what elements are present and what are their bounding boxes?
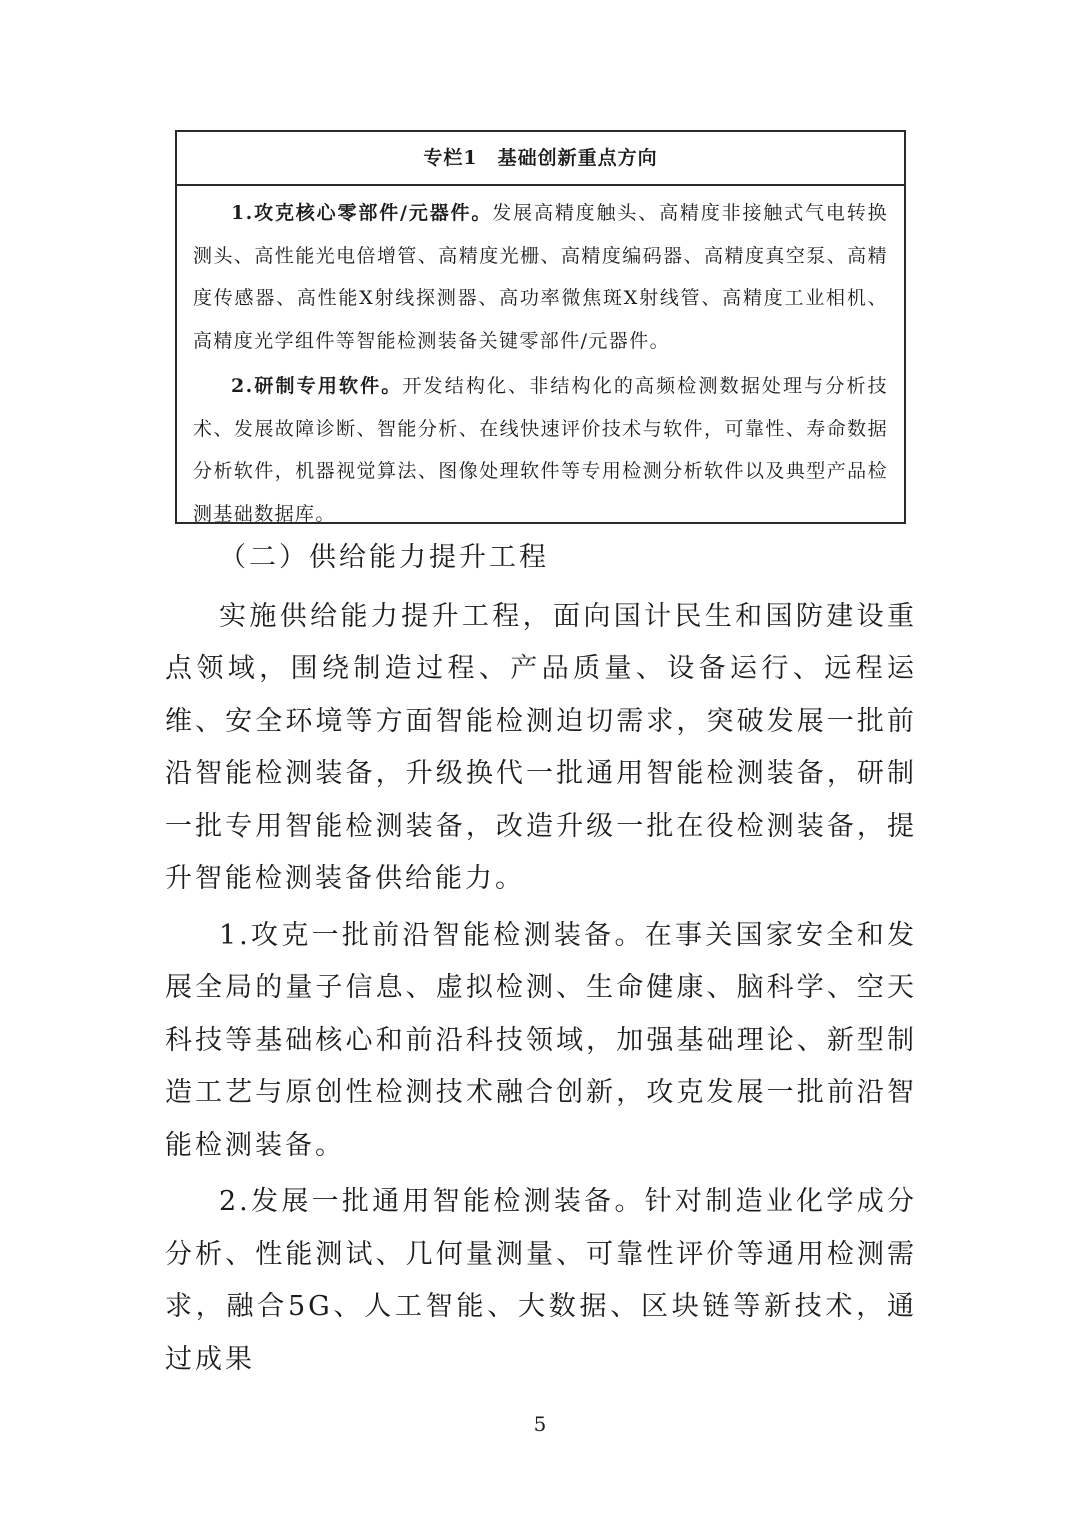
body-paragraph: 实施供给能力提升工程，面向国计民生和国防建设重点领域，围绕制造过程、产品质量、设备运行、远程运维、安全环境等方面智能检测迫切需求，突破发展一批前沿智能检测装备，升级换代一批通用智能检测装备，研制一批专用智能检测装备，改造升级一批在役检测装备，提升智能检测装备供给能力。 xyxy=(165,600,917,894)
body-paragraph: 2.发展一批通用智能检测装备。针对制造业化学成分分析、性能测试、几何量测量、可靠性评价等通用检测需求，融合5G、人工智能、大数据、区块链等新技术，通过成果 xyxy=(165,1186,917,1375)
sidebox-title xyxy=(177,132,904,186)
sidebox-item xyxy=(193,365,888,535)
sidebox-item-heading: 2.研制专用软件。 xyxy=(231,375,403,397)
sidebox-item xyxy=(193,192,888,362)
main-content xyxy=(165,532,917,1386)
sidebox-body xyxy=(177,186,904,535)
sidebox-column xyxy=(175,130,906,524)
body-paragraph: 1.攻克一批前沿智能检测装备。在事关国家安全和发展全局的量子信息、虚拟检测、生命健康、脑科学、空天科技等基础核心和前沿科技领域，加强基础理论、新型制造工艺与原创性检测技术融合创新，攻克发展一批前沿智能检测装备。 xyxy=(165,919,917,1161)
sidebox-label: 专栏1 xyxy=(423,147,478,169)
section-heading: （二）供给能力提升工程 xyxy=(219,542,549,573)
page-number: 5 xyxy=(533,1412,547,1436)
sidebox-item-text: 开发结构化、非结构化的高频检测数据处理与分析技术、发展故障诊断、智能分析、在线快速评价技术与软件，可靠性、寿命数据分析软件，机器视觉算法、图像处理软件等专用检测分析软件以及典型产品检测基础数据库。 xyxy=(193,375,889,525)
sidebox-item-heading: 1.攻克核心零部件/元器件。 xyxy=(231,202,493,224)
sidebox-item-text: 发展高精度触头、高精度非接触式气电转换测头、高性能光电倍增管、高精度光栅、高精度编码器、高精度真空泵、高精度传感器、高性能X射线探测器、高功率微焦斑X射线管、高精度工业相机、高精度光学组件等智能检测装备关键零部件/元器件。 xyxy=(193,202,889,352)
sidebox-title-text: 基础创新重点方向 xyxy=(497,147,658,169)
